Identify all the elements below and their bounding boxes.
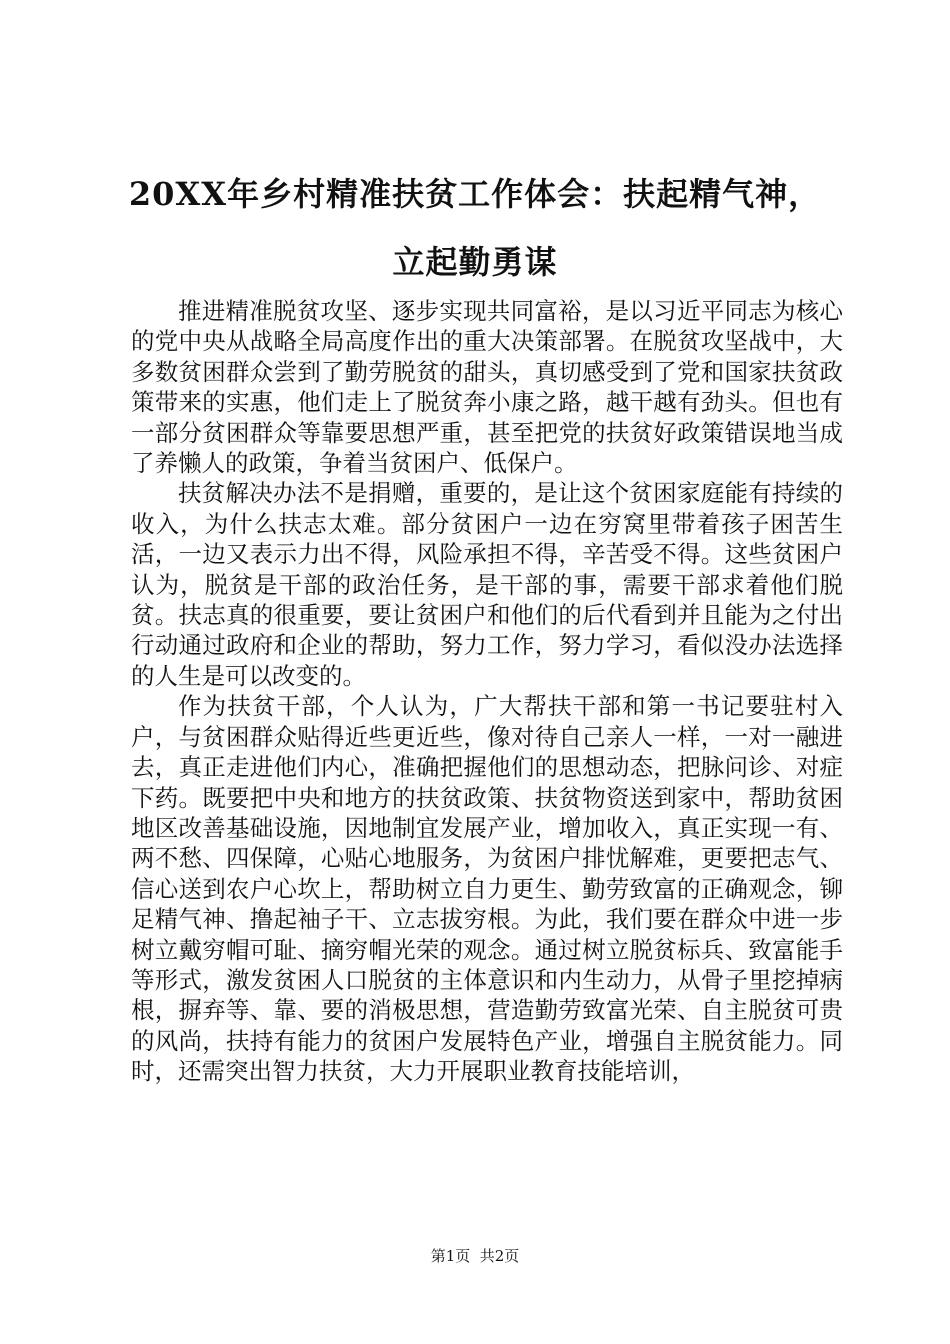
document-title [60, 160, 890, 296]
page-number-footer: 第1页 共2页 [430, 1247, 520, 1265]
title-line-1: 20XX年乡村精准扶贫工作体会：扶起精气神， [128, 175, 822, 213]
paragraph-3: 作为扶贫干部，个人认为，广大帮扶干部和第一书记要驻村入户，与贫困群众贴得近些更近些，像对待自己亲人一样，一对一融进去，真正走进他们内心，准确把握他们的思想动态，把脉问诊、对症下药。既要把中央和地方的扶贫政策、扶贫物资送到家中，帮助贫困地区改善基础设施，因地制宜发展产业，增加收入，真正实现一有、两不愁、四保障，心贴心地服务，为贫困户排忧解难，更要把志气、信心送到农户心坎上，帮助树立自力更生、勤劳致富的正确观念，铆足精气神、撸起袖子干、立志拔穷根。为此，我们要在群众中进一步树立戴穷帽可耻、摘穷帽光荣的观念。通过树立脱贫标兵、致富能手等形式，激发贫困人口脱贫的主体意识和内生动力，从骨子里挖掉病根，摒弃等、靠、要的消极思想，营造勤劳致富光荣、自主脱贫可贵的风尚，扶持有能力的贫困户发展特色产业，增强自主脱贫能力。同时，还需突出智力扶贫，大力开展职业教育技能培训， [131, 692, 843, 1086]
paragraph-2: 扶贫解决办法不是捐赠，重要的，是让这个贫困家庭能有持续的收入，为什么扶志太难。部分贫困户一边在穷窝里带着孩子困苦生活，一边又表示力出不得，风险承担不得，辛苦受不得。这些贫困户认为，脱贫是干部的政治任务，是干部的事，需要干部求着他们脱贫。扶志真的很重要，要让贫困户和他们的后代看到并且能为之付出行动通过政府和企业的帮助，努力工作，努力学习，看似没办法选择的人生是可以改变的。 [131, 479, 843, 690]
paragraph-1: 推进精准脱贫攻坚、逐步实现共同富裕，是以习近平同志为核心的党中央从战略全局高度作出的重大决策部署。在脱贫攻坚战中，大多数贫困群众尝到了勤劳脱贫的甜头，真切感受到了党和国家扶贫政策带来的实惠，他们走上了脱贫奔小康之路，越干越有劲头。但也有一部分贫困群众等靠要思想严重，甚至把党的扶贫好政策错误地当成了养懒人的政策，争着当贫困户、低保户。 [131, 297, 843, 478]
document-body [131, 296, 843, 1087]
title-line-2: 立起勤勇谋 [392, 243, 558, 281]
